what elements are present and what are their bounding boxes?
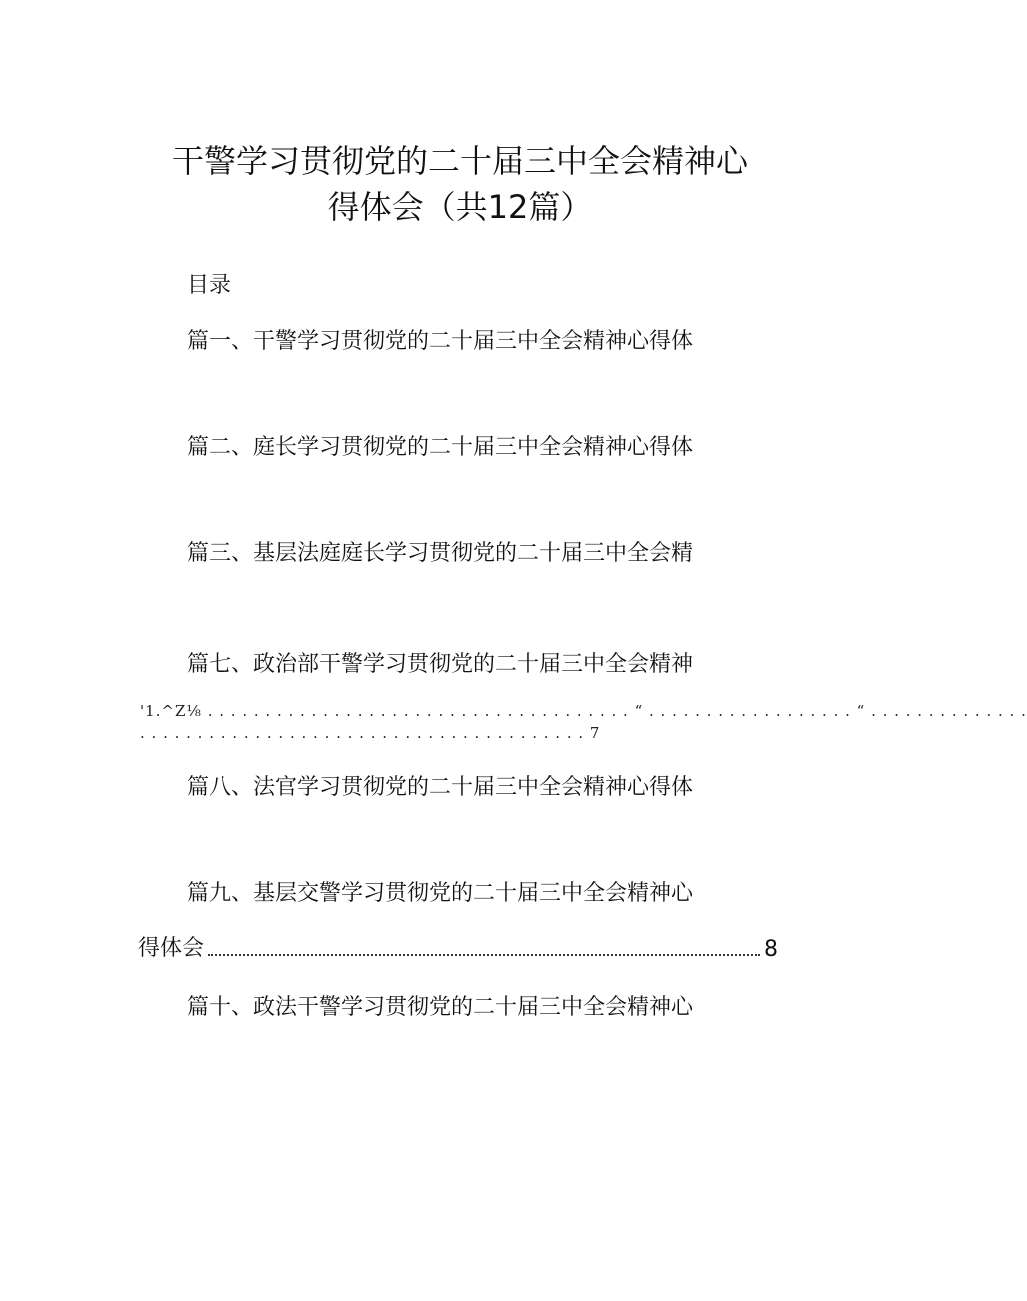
toc-garbled-leader-line-1: '1.^Z⅛ . . . . . . . . . . . . . . . . . . . . . . . . . . . . . . . . . . . . . “ . . . . . . . . . . . . . . . . . . “ . . . . . . . . . . . . . .: [140, 702, 1027, 720]
toc-heading: 目录: [187, 273, 232, 298]
document-title-line-1: 干警学习贯彻党的二十届三中全会精神心: [171, 142, 748, 180]
toc-entry-3[interactable]: 篇三、基层法庭庭长学习贯彻党的二十届三中全会精: [187, 541, 694, 566]
toc-entry-2[interactable]: 篇二、庭长学习贯彻党的二十届三中全会精神心得体: [187, 435, 694, 460]
toc-entry-7[interactable]: 篇七、政治部干警学习贯彻党的二十届三中全会精神: [187, 652, 694, 677]
toc-entry-9[interactable]: 篇九、基层交警学习贯彻党的二十届三中全会精神心: [187, 881, 694, 906]
toc-continuation-label: 得体会: [138, 936, 205, 961]
toc-dot-leader: [208, 953, 760, 956]
toc-page-number: 8: [764, 937, 778, 962]
toc-entry-8[interactable]: 篇八、法官学习贯彻党的二十届三中全会精神心得体: [187, 775, 694, 800]
toc-garbled-leader-line-2: . . . . . . . . . . . . . . . . . . . . . . . . . . . . . . . . . . . . . . . 7: [140, 724, 601, 742]
toc-entry-9-continuation[interactable]: [138, 932, 778, 962]
toc-entry-10[interactable]: 篇十、政法干警学习贯彻党的二十届三中全会精神心: [187, 995, 694, 1020]
toc-entry-1[interactable]: 篇一、干警学习贯彻党的二十届三中全会精神心得体: [187, 329, 694, 354]
document-title-line-2: 得体会（共12篇）: [327, 188, 593, 226]
